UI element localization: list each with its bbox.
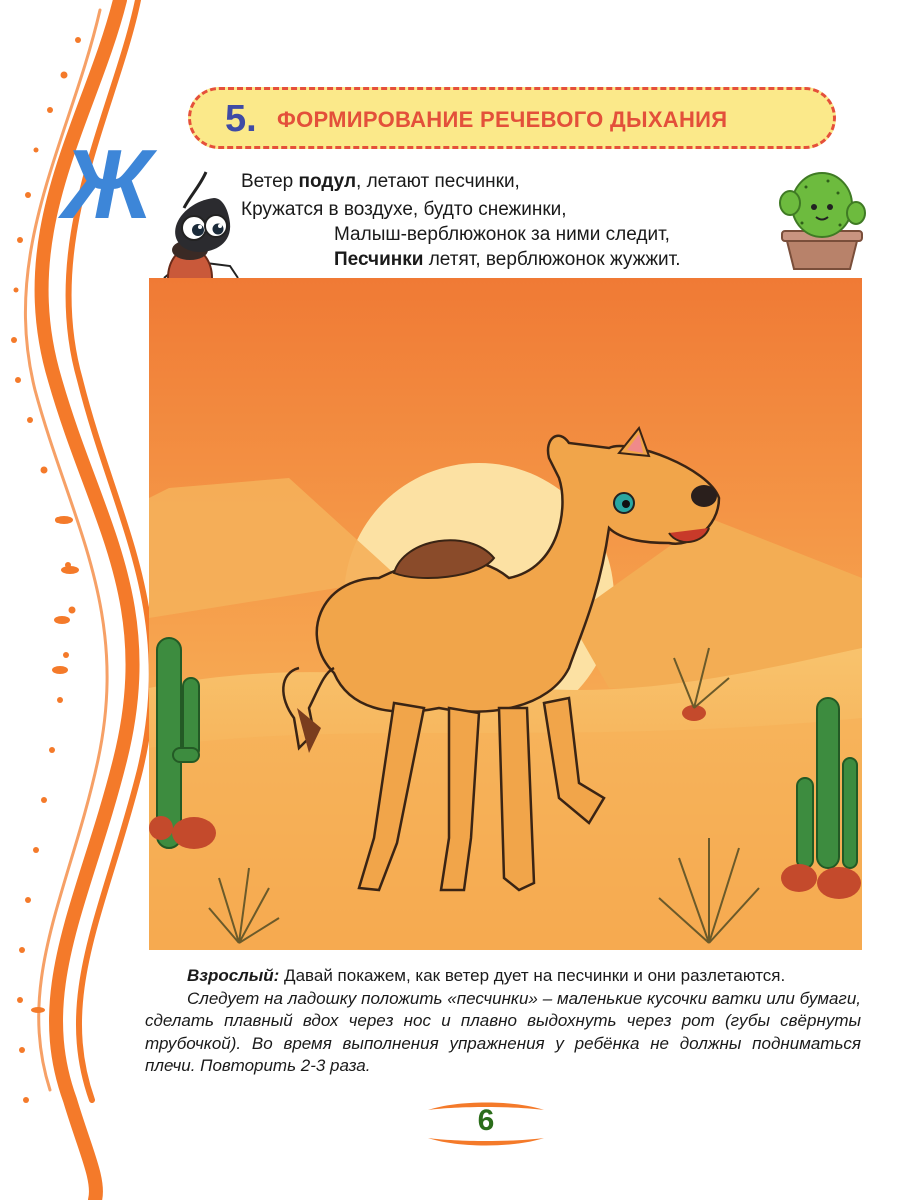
- poem-line-2: Кружатся в воздухе, будто снежинки,: [241, 199, 567, 220]
- adult-speech: [145, 965, 861, 988]
- section-header: [188, 87, 836, 149]
- section-title: ФОРМИРОВАНИЕ РЕЧЕВОГО ДЫХАНИЯ: [277, 107, 728, 132]
- page-number-badge: [428, 1098, 544, 1150]
- poem-line-1-text: Ветер: [241, 171, 299, 192]
- poem-line-4-rest: летят, верблюжонок жужжит.: [423, 249, 681, 270]
- cactus-character-icon: [776, 165, 868, 273]
- poem-line-3: Малыш-верблюжонок за ними следит,: [334, 224, 670, 245]
- poem-line-4-bold: Песчинки: [334, 249, 424, 270]
- speech-text: Давай покажем, как ветер дует на песчинки и они разлетаются.: [279, 966, 786, 985]
- poem-line-1: [241, 170, 520, 194]
- instructions-block: [145, 965, 861, 1078]
- speaker-label: Взрослый:: [187, 966, 280, 985]
- poem-line-1-bold: подул: [298, 171, 357, 192]
- page-number: 6: [477, 1104, 495, 1137]
- exercise-note: Следует на ладошку положить «песчинки» – маленькие кусочки ватки или бумаги, сделать плавный вдох через нос и плавно выдохнуть через рот (губы свёрнуты трубочкой). Во время выполнения упражнения у ребёнка не должны подниматься плечи. Повторить 2-3 раза.: [145, 988, 861, 1075]
- section-number: 5.: [225, 98, 257, 140]
- decorative-letter: Ж: [62, 129, 153, 239]
- poem-line-1-rest: , летают песчинки,: [356, 171, 520, 192]
- camel-desert-illustration: [149, 278, 862, 950]
- poem-line-4: [334, 248, 681, 272]
